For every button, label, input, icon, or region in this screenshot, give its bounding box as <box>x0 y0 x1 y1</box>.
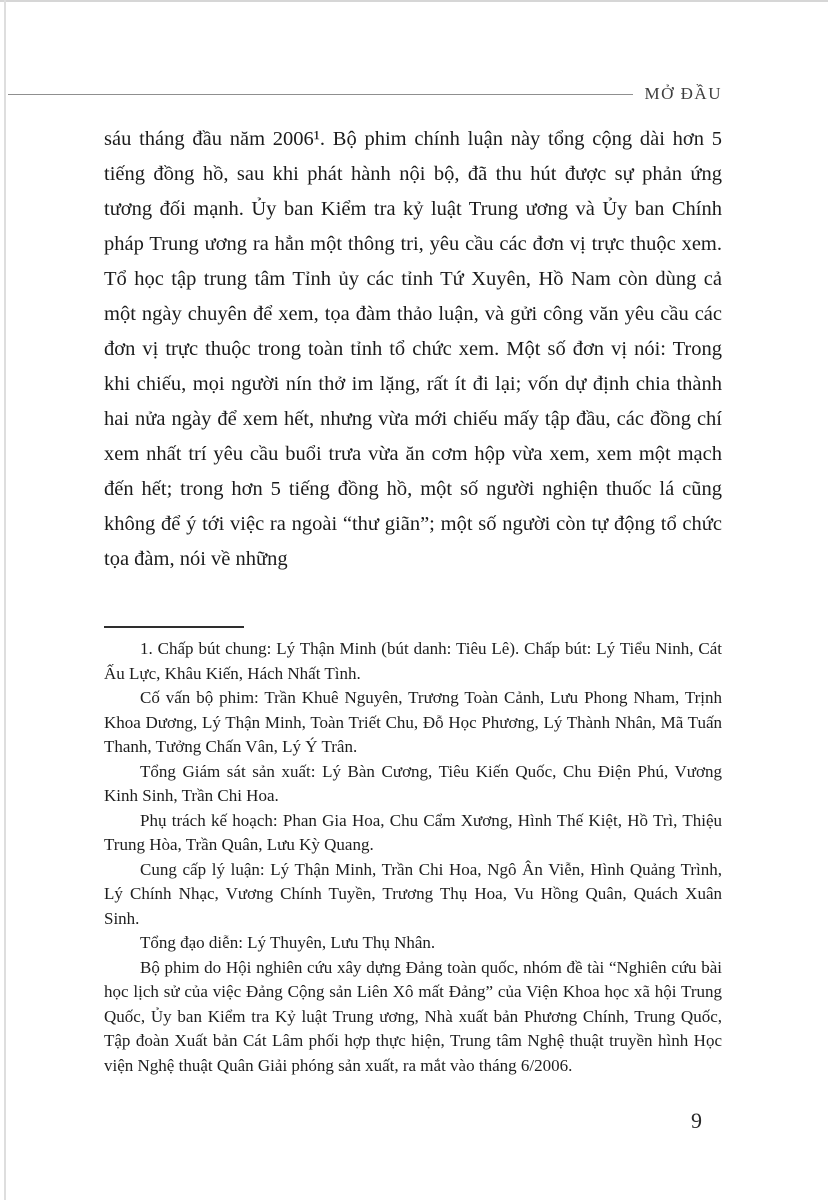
footnotes-block <box>104 637 722 1078</box>
header-rule <box>8 94 633 95</box>
footnote-paragraph: 1. Chấp bút chung: Lý Thận Minh (bút danh: Tiêu Lê). Chấp bút: Lý Tiểu Ninh, Cát Ấu Lực, Khâu Kiến, Hách Nhất Tình. <box>104 639 722 683</box>
footnote-paragraph: Cố vấn bộ phim: Trần Khuê Nguyên, Trương Toàn Cảnh, Lưu Phong Nham, Trịnh Khoa Dương, Lý Thận Minh, Toàn Triết Chu, Đỗ Học Phương, Lý Thành Nhân, Mã Tuấn Thanh, Tưởng Chấn Vân, Lý Ý Trân. <box>104 688 722 756</box>
scan-edge-top <box>0 0 828 2</box>
chapter-header-title: MỞ ĐẦU <box>644 84 722 103</box>
scan-edge-left <box>4 0 6 1200</box>
page-number: 9 <box>691 1108 702 1133</box>
footnote-paragraph: Tổng đạo diễn: Lý Thuyên, Lưu Thụ Nhân. <box>140 933 436 952</box>
footnote-paragraph: Tổng Giám sát sản xuất: Lý Bàn Cương, Tiêu Kiến Quốc, Chu Điện Phú, Vương Kinh Sinh, Trần Chi Hoa. <box>104 761 722 805</box>
page-header <box>8 84 722 104</box>
body-paragraph: sáu tháng đầu năm 2006¹. Bộ phim chính luận này tổng cộng dài hơn 5 tiếng đồng hồ, sau khi phát hành nội bộ, đã thu hút được sự phản ứng tương đối mạnh. Ủy ban Kiểm tra kỷ luật Trung ương và Ủy ban Chính pháp Trung ương ra hẳn một thông tri, yêu cầu các đơn vị trực thuộc xem. Tổ học tập trung tâm Tỉnh ủy các tỉnh Tứ Xuyên, Hồ Nam còn dùng cả một ngày chuyên để xem, tọa đàm thảo luận, và gửi công văn yêu cầu các đơn vị trực thuộc trong toàn tỉnh tổ chức xem. Một số đơn vị nói: Trong khi chiếu, mọi người nín thở im lặng, rất ít đi lại; vốn dự định chia thành hai nửa ngày để xem hết, nhưng vừa mới chiếu mấy tập đầu, các đồng chí xem nhất trí yêu cầu buổi trưa vừa ăn cơm hộp vừa xem, xem một mạch đến hết; trong hơn 5 tiếng đồng hồ, một số người nghiện thuốc lá cũng không để ý tới việc ra ngoài “thư giãn”; một số người còn tự động tổ chức tọa đàm, nói về những <box>104 128 722 570</box>
footnote-separator <box>104 626 244 628</box>
footnote-paragraph: Bộ phim do Hội nghiên cứu xây dựng Đảng toàn quốc, nhóm đề tài “Nghiên cứu bài học lịch sử của việc Đảng Cộng sản Liên Xô mất Đảng” của Viện Khoa học xã hội Trung Quốc, Ủy ban Kiểm tra Kỷ luật Trung ương, Nhà xuất bản Phương Chính, Trung Quốc, Tập đoàn Xuất bản Cát Lâm phối hợp thực hiện, Trung tâm Nghệ thuật truyền hình Học viện Nghệ thuật Quân Giải phóng sản xuất, ra mắt vào tháng 6/2006. <box>104 957 722 1075</box>
footnote-paragraph: Cung cấp lý luận: Lý Thận Minh, Trần Chi Hoa, Ngô Ân Viễn, Hình Quảng Trình, Lý Chính Nhạc, Vương Chính Tuyền, Trương Thụ Hoa, Vu Hồng Quân, Quách Xuân Sinh. <box>104 859 722 928</box>
footnote-paragraph: Phụ trách kế hoạch: Phan Gia Hoa, Chu Cẩm Xương, Hình Thế Kiệt, Hồ Trì, Thiệu Trung Hòa, Trần Quân, Lưu Kỳ Quang. <box>104 810 722 854</box>
